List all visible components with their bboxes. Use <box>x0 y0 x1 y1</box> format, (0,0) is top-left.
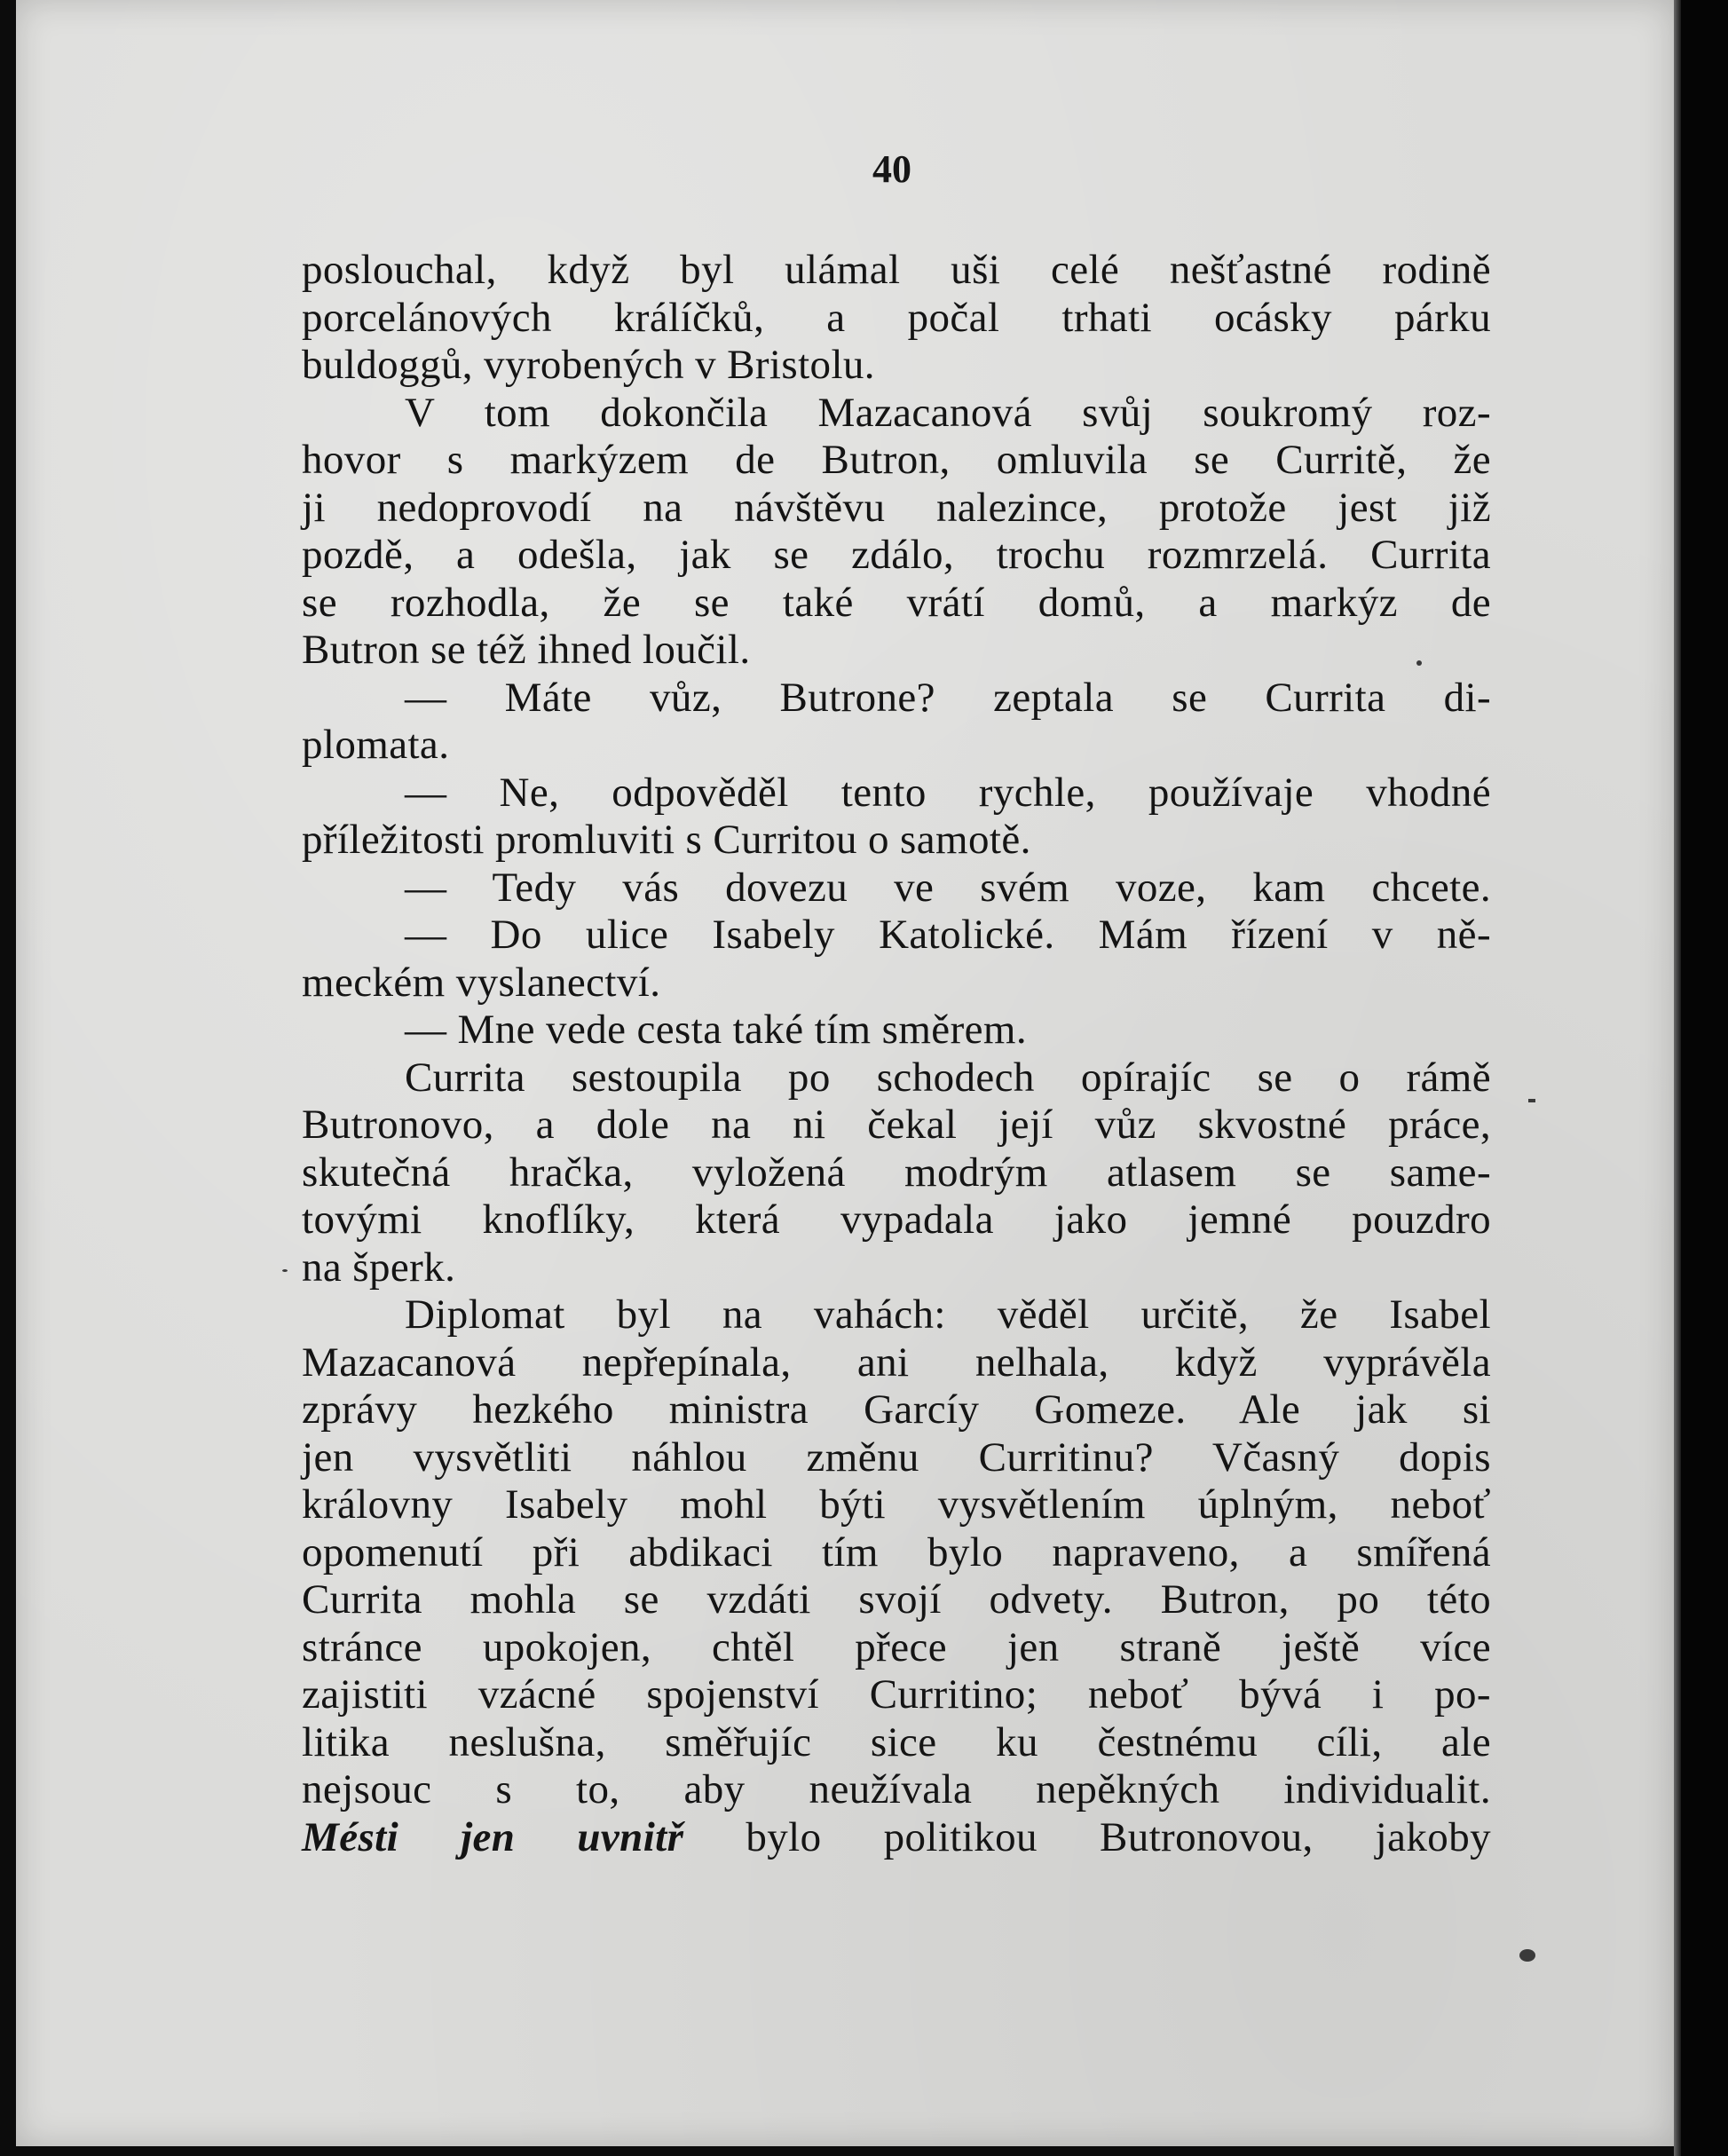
text-line: Mazacanová nepřepínala, ani nelhala, když vyprávěla <box>302 1339 1491 1386</box>
text-line: hovor s markýzem de Butron, omluvila se Curritě, že <box>302 437 1491 483</box>
text-line: příležitosti promluviti s Curritou o samotě. <box>302 817 1031 863</box>
text-line-final <box>302 1814 1491 1862</box>
text-line: jen vysvětliti náhlou změnu Curritinu? Včasný dopis <box>302 1433 1491 1481</box>
ink-speck <box>1528 1099 1535 1102</box>
page-number: 40 <box>872 147 911 191</box>
text-line: zprávy hezkého ministra Garcíy Gomeze. Ale jak si <box>302 1386 1491 1433</box>
text-line: zajistiti vzácné spojenství Curritino; neboť bývá i po- <box>302 1671 1491 1718</box>
text-fragment: bylo politikou Butronovou, jakoby <box>683 1813 1492 1860</box>
text-line: Diplomat byl na vahách: věděl určitě, že Isabel <box>405 1291 1491 1338</box>
text-line: nejsouc s to, aby neužívala nepěkných individualit. <box>302 1766 1491 1812</box>
text-line: Currita mohla se vzdáti svojí odvety. Butron, po této <box>302 1576 1491 1623</box>
text-line: Currita sestoupila po schodech opírajíc se o rámě <box>405 1054 1491 1101</box>
text-line: buldoggů, vyrobených v Bristolu. <box>302 342 875 388</box>
text-line: královny Isabely mohl býti vysvětlením úplným, neboť <box>302 1481 1491 1528</box>
text-line: litika neslušna, směřujíc sice ku čestnému cíli, ale <box>302 1718 1491 1765</box>
text-line: Butron se též ihned loučil. <box>302 627 751 673</box>
text-line: poslouchal, když byl ulámal uši celé nešťastné rodině <box>302 247 1491 293</box>
text-line: — Mne vede cesta také tím směrem. <box>405 1007 1027 1053</box>
text-line: meckém vyslanectví. <box>302 959 661 1006</box>
text-line: tovými knoflíky, která vypadala jako jemné pouzdro <box>302 1196 1491 1243</box>
page-edge-shadow <box>1674 0 1728 2156</box>
body-text <box>302 247 1491 1861</box>
text-line: na šperk. <box>302 1244 456 1291</box>
ink-speck <box>1519 1949 1535 1962</box>
page-edge-strip <box>1674 0 1681 2156</box>
text-line: skutečná hračka, vyložená modrým atlasem se same- <box>302 1149 1491 1196</box>
text-line: opomenutí při abdikaci tím bylo napraveno, a smířená <box>302 1528 1491 1576</box>
emphasized-phrase: Mésti jen uvnitř <box>302 1813 684 1860</box>
text-line: se rozhodla, že se také vrátí domů, a markýz de <box>302 579 1491 626</box>
ink-speck <box>282 1269 288 1272</box>
text-line: Butronovo, a dole na ni čekal její vůz skvostné práce, <box>302 1102 1491 1148</box>
text-line: — Tedy vás dovezu ve svém voze, kam chcete. <box>405 864 1491 911</box>
text-line: — Ne, odpověděl tento rychle, používaje vhodné <box>405 769 1491 816</box>
text-line: V tom dokončila Mazacanová svůj soukromý roz- <box>405 389 1491 436</box>
text-line: — Máte vůz, Butrone? zeptala se Currita di- <box>405 674 1491 721</box>
text-line: plomata. <box>302 722 450 768</box>
text-line: porcelánových králíčků, a počal trhati ocásky párku <box>302 294 1491 341</box>
text-line: ji nedoprovodí na návštěvu nalezince, protože jest již <box>302 484 1491 531</box>
text-line: — Do ulice Isabely Katolické. Mám řízení v ně- <box>405 912 1491 958</box>
text-line: pozdě, a odešla, jak se zdálo, trochu rozmrzelá. Currita <box>302 532 1491 578</box>
text-line: stránce upokojen, chtěl přece jen straně ještě více <box>302 1623 1491 1670</box>
